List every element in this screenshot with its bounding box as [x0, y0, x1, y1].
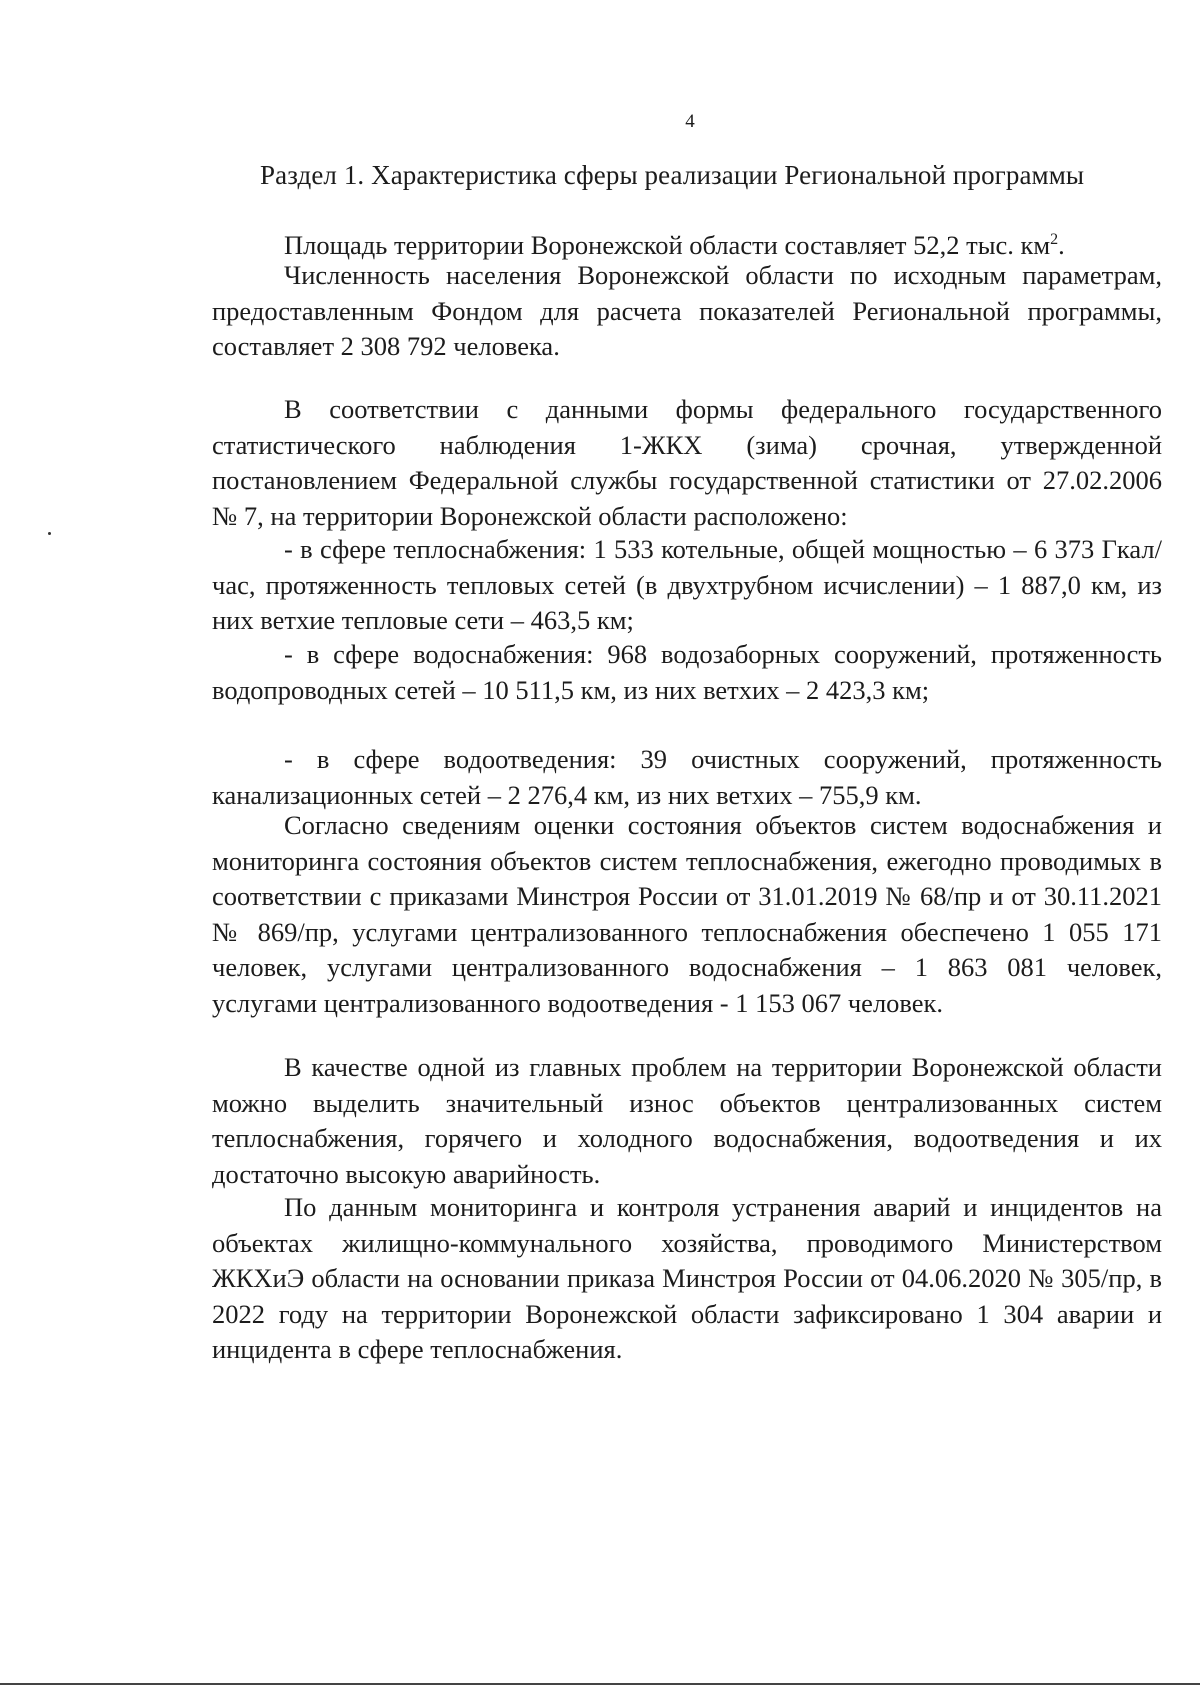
area-superscript: 2	[1050, 231, 1059, 248]
paragraph-wastewater: - в сфере водоотведения: 39 очистных сооружений, протяженность канализационных сетей – 2 276,4 км, из них ветхих – 755,9 км.	[212, 744, 1162, 810]
paragraph-population: Численность населения Воронежской области по исходным параметрам, предоставленным Фондом для расчета показателей Региональной программы, составляет 2 308 792 человека.	[212, 260, 1162, 361]
paragraph-water-supply: - в сфере водоснабжения: 968 водозаборных сооружений, протяженность водопроводных сетей – 10 511,5 км, из них ветхих – 2 423,3 км;	[212, 639, 1162, 705]
section-heading: Раздел 1. Характеристика сферы реализации Региональной программы	[260, 160, 1085, 190]
paragraph-accidents: По данным мониторинга и контроля устранения аварий и инцидентов на объектах жилищно-коммунального хозяйства, проводимого Министерством ЖКХиЭ области на основании приказа Минстроя России от 04.06.2020 № 305/пр, в 2022 году на территории Воронежской области зафиксировано 1 304 аварии и инцидента в сфере теплоснабжения.	[212, 1192, 1162, 1364]
paragraph-monitoring: Согласно сведениям оценки состояния объектов систем водоснабжения и мониторинга состояния объектов систем теплоснабжения, ежегодно проводимых в соответствии с приказами Минстроя России от 31.01.2019 № 68/пр и от 30.11.2021 № 869/пр, услугами централизованного теплоснабжения обеспечено 1 055 171 человек, услугами централизованного водоснабжения – 1 863 081 человек, услугами централизованного водоотведения - 1 153 067 человек.	[212, 810, 1162, 1018]
scan-speck	[48, 532, 51, 535]
page-number: 4	[685, 111, 695, 132]
paragraph-main-problem: В качестве одной из главных проблем на территории Воронежской области можно выделить значительный износ объектов централизованных систем теплоснабжения, горячего и холодного водоснабжения, водоотведения и их достаточно высокую аварийность.	[212, 1052, 1162, 1189]
paragraph-heat-supply: - в сфере теплоснабжения: 1 533 котельные, общей мощностью – 6 373 Гкал/час, протяженность тепловых сетей (в двухтрубном исчислении) – 1 887,0 км, из них ветхие тепловые сети – 463,5 км;	[212, 534, 1162, 635]
area-text: Площадь территории Воронежской области составляет 52,2 тыс. км	[284, 229, 1051, 260]
scan-bottom-edge	[0, 1683, 1200, 1685]
area-end: .	[1058, 229, 1065, 260]
paragraph-statistics-intro: В соответствии с данными формы федерального государственного статистического наблюдения 1-ЖКХ (зима) срочная, утвержденной постановлением Федеральной службы государственной статистики от 27.02.2006 № 7, на территории Воронежской области расположено:	[212, 394, 1162, 531]
